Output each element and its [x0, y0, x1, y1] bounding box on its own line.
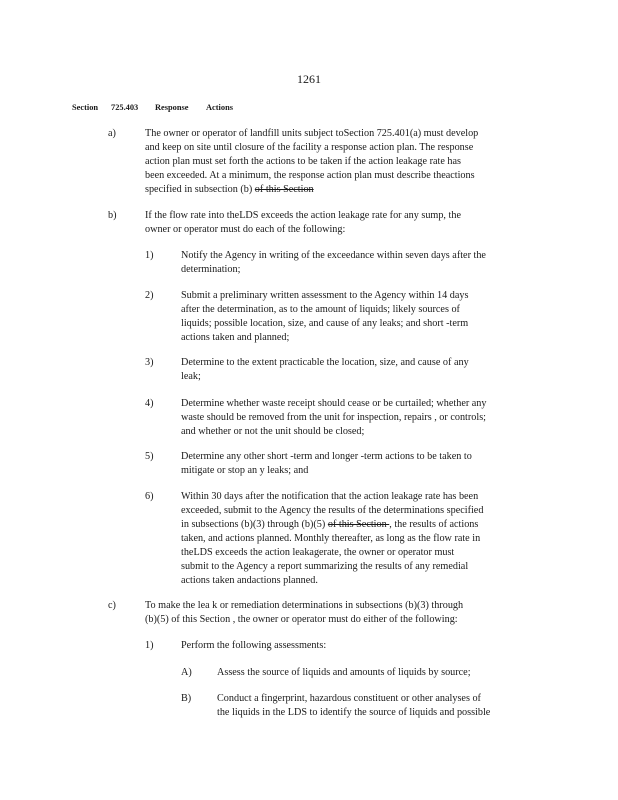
text-line: determination;	[181, 264, 241, 275]
text-line: Perform the following assessments:	[181, 640, 327, 651]
paragraph-text	[181, 397, 541, 439]
paragraph-text	[181, 289, 541, 345]
text-line: Conduct a fingerprint, hazardous constituent or other analyses of	[217, 693, 481, 704]
paragraph-text	[181, 639, 541, 653]
text-line: mitigate or stop an y leaks; and	[181, 465, 309, 476]
text-line: actions taken and planned;	[181, 332, 290, 343]
heading-section-number: 725.403	[111, 103, 139, 112]
text-line: the liquids in the LDS to identify the source of liquids and possible	[217, 707, 491, 718]
struck-text: of this Section	[254, 184, 314, 195]
text-fragment: , the results of actions	[389, 519, 479, 530]
heading-title-word-1: Response	[155, 103, 189, 112]
text-line: actions taken andactions planned.	[181, 575, 318, 586]
paragraph-text	[145, 127, 541, 197]
item-label: c)	[108, 600, 116, 611]
text-line: after the determination, as to the amount of liquids; likely sources of	[181, 304, 460, 315]
paragraph-text	[145, 209, 541, 237]
text-line: exceeded, submit to the Agency the results of the determinations specified	[181, 505, 484, 516]
section-heading	[72, 101, 233, 115]
paragraph-text	[217, 692, 541, 720]
text-line	[181, 518, 541, 532]
page-number: 1261	[297, 72, 321, 86]
item-label: 4)	[145, 398, 154, 409]
paragraph-text	[145, 599, 541, 627]
paragraph-text	[181, 490, 541, 588]
item-label: 1)	[145, 250, 154, 261]
text-line: taken, and actions planned. Monthly thereafter, as long as the flow rate in	[181, 533, 481, 544]
heading-title-word-2: Actions	[206, 103, 233, 112]
text-line: Submit a preliminary written assessment to the Agency within 14 days	[181, 290, 469, 301]
paragraph-text	[181, 356, 541, 384]
item-label: 6)	[145, 491, 154, 502]
text-line: If the flow rate into theLDS exceeds the action leakage rate for any sump, the	[145, 210, 461, 221]
text-line: To make the lea k or remediation determinations in subsections (b)(3) through	[145, 600, 464, 611]
paragraph-text	[181, 450, 541, 478]
paragraph-text	[181, 249, 541, 277]
text-line: Within 30 days after the notification that the action leakage rate has been	[181, 491, 479, 502]
text-fragment: specified in subsection (b)	[145, 184, 253, 195]
text-line: Notify the Agency in writing of the exceedance within seven days after the	[181, 250, 486, 261]
item-label: 1)	[145, 640, 154, 651]
item-label: 5)	[145, 451, 154, 462]
paragraph-text	[217, 666, 541, 680]
text-line: submit to the Agency a report summarizing the results of any remedial	[181, 561, 469, 572]
text-line: Determine any other short -term and longer -term actions to be taken to	[181, 451, 472, 462]
text-line: action plan must set forth the actions to be taken if the action leakage rate has	[145, 156, 461, 167]
text-line: The owner or operator of landfill units subject toSection 725.401(a) must develop	[145, 128, 479, 139]
item-label: A)	[181, 667, 192, 678]
text-line: owner or operator must do each of the following:	[145, 224, 346, 235]
text-line: Determine whether waste receipt should cease or be curtailed; whether any	[181, 398, 487, 409]
text-line: Determine to the extent practicable the location, size, and cause of any	[181, 357, 469, 368]
text-line: Assess the source of liquids and amounts of liquids by source;	[217, 667, 471, 678]
text-line	[145, 183, 541, 197]
text-fragment: in subsections (b)(3) through (b)(5)	[181, 519, 328, 530]
text-line: (b)(5) of this Section , the owner or operator must do either of the following:	[145, 614, 458, 625]
text-line: theLDS exceeds the action leakagerate, the owner or operator must	[181, 547, 455, 558]
text-line: liquids; possible location, size, and cause of any leaks; and short -term	[181, 318, 469, 329]
text-line: waste should be removed from the unit for inspection, repairs , or controls;	[181, 412, 486, 423]
struck-text: of this Section	[327, 519, 390, 530]
text-line: leak;	[181, 371, 201, 382]
item-label: 3)	[145, 357, 154, 368]
item-label: a)	[108, 128, 116, 139]
item-label: b)	[108, 210, 117, 221]
text-line: been exceeded. At a minimum, the response action plan must describe theactions	[145, 170, 475, 181]
heading-section-word: Section	[72, 103, 99, 112]
item-label: B)	[181, 693, 192, 704]
text-line: and whether or not the unit should be closed;	[181, 426, 365, 437]
item-label: 2)	[145, 290, 154, 301]
text-line: and keep on site until closure of the facility a response action plan. The response	[145, 142, 474, 153]
